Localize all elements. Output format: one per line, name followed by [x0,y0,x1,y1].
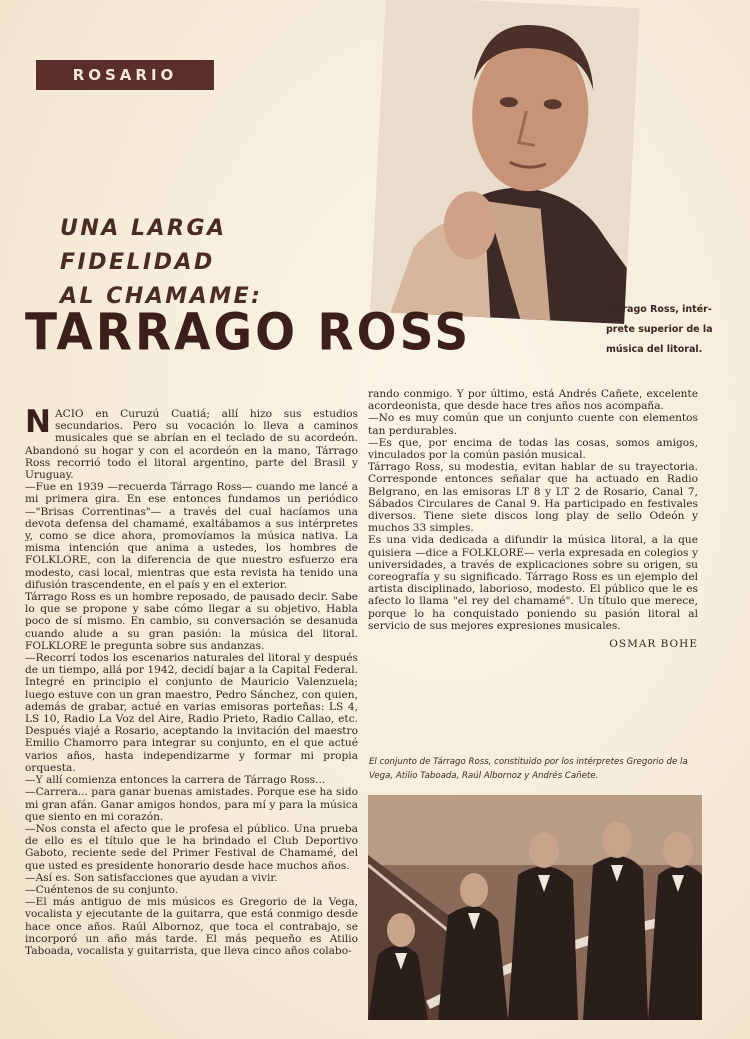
article-paragraph [25,404,358,482]
article-paragraph: Es una vida dedicada a difundir la música litoral, a la que quisiera —dice a FOLKLORE— verla expresada en colegios y universidades, a través de explicaciones sobre su origen, su coreografía y su significado. Tárrago Ross es un ejemplo del artista disciplinado, laborioso, modesto. El público que le es afecto lo llama "el rey del chamamé". Un título que merece, porque lo ha conquistado poniendo su pasión litoral al servicio de sus mejores expresiones musicales. [368,534,698,632]
portrait-caption-line: prete superior de la [606,324,713,335]
group-photo-illustration [368,795,702,1020]
article-paragraph: —El más antiguo de mis músicos es Gregorio de la Vega, vocalista y ejecutante de la guitarra, que está conmigo desde hace once años. Raúl Albornoz, que toca el contrabajo, se incorporó un año más tarde. El más pequeño es Atilio Taboada, vocalista y guitarrista, que lleva cinco años colabo- [25,896,358,957]
group-photo [368,795,702,1020]
article-paragraph: —Nos consta el afecto que le profesa el público. Una prueba de ello es el título que le ha brindado el Club Deportivo Gaboto, reciente sede del Primer Festival de Chamamé, del que usted es presidente honorario desde hace muchos años. [25,822,358,872]
article-paragraph: —Recorrí todos los escenarios naturales del litoral y después de un tiempo, allá por 1942, decidí bajar a la Capital Federal. Integré en principio el conjunto de Mauricio Valenzuela; luego estuve con un gran maestro, Pedro Sánchez, con quien, además de grabar, actué en varias emisoras porteñas: LS 4, LS 10, Radio La Voz del Aire, Radio Prieto, Radio Callao, etc. Después viajé a Rosario, aceptando la invitación del maestro Emilio Chamorro para integrar su conjunto, en el que actué varios años, hasta independizarme y formar mi propia orquesta. [25,652,358,774]
article-column-left [25,404,358,957]
portrait-photo [370,0,639,324]
article-paragraph: —Y allí comienza entonces la carrera de Tárrago Ross... [25,774,326,787]
section-label: ROSARIO [36,60,214,90]
article-paragraph: —Carrera... para ganar buenas amistades. Porque ese ha sido mi gran afán. Ganar amigos hondos, para mí y para la música que siento en mi corazón. [25,786,358,823]
article-paragraph: Tárrago Ross es un hombre reposado, de pausado decir. Sabe lo que se propone y sabe cómo llegar a su objetivo. Habla poco de sí mismo. En cambio, su conversación se desanuda cuando alude a su gran pasión: la música del litoral. FOLKLORE le pregunta sobre sus andanzas. [25,591,358,652]
portrait-caption-line: música del litoral. [606,344,703,355]
article-subtitle [60,212,390,314]
group-photo-caption: El conjunto de Tárrago Ross, constituido por los intérpretes Gregorio de la Vega, Atilio Taboada, Raúl Albornoz y Andrés Cañete. [369,757,688,781]
author-signature: OSMAR BOHE [609,638,698,651]
paragraph-text: ACIO en Curuzú Cuatiá; allí hizo sus estudios secundarios. Pero su vocación lo lleva a caminos musicales que se abrían en el teclado de su acordeón. Abandonó su hogar y con el acordeón en la mano, Tárrago Ross recorrió todo el litoral argentino, parte del Brasil y Uruguay. [25,408,358,482]
portrait-caption-line: Tarrago Ross, intér- [606,304,712,315]
subtitle-line-1: UNA LARGA FIDELIDAD [60,216,227,275]
drop-cap: N [25,404,51,440]
article-column-right [368,388,698,650]
article-paragraph: —Fue en 1939 —recuerda Tárrago Ross— cuando me lancé a mi primera gira. En ese entonces fundamos un periódico —"Brisas Correntinas"— a través del cual hacíamos una devota defensa del chamamé, exaltábamos a sus intérpretes y, como se dice ahora, promovíamos la música nativa. La misma intención que anima a ustedes, los hombres de FOLKLORE, con la diferencia de que nuestro esfuerzo era modesto, casi local, mientras que esta revista ha tenido una difusión trascendente, en el país y en el exterior. [25,481,358,591]
article-paragraph: —Es que, por encima de todas las cosas, somos amigos, vinculados por la común pasión musical. [368,436,698,462]
portrait-caption [606,300,724,360]
article-paragraph: Tárrago Ross, su modestia, evitan hablar de su trayectoria. Corresponde entonces señalar que ha actuado en Radio Belgrano, en las emisoras LT 8 y LT 2 de Rosario, Canal 7, Sábados Circulares de Canal 9. Ha participado en festivales diversos. Tiene siete discos long play de sello Odeón y muchos 33 simples. [368,461,698,535]
article-paragraph: rando conmigo. Y por último, está Andrés Cañete, excelente acordeonista, que desde hace tres años nos acompaña. [368,388,698,413]
article-title: TARRAGO ROSS [25,303,472,363]
article-paragraph: —Cuéntenos de su conjunto. [25,883,179,896]
subtitle-line-2: AL CHAMAME: [60,284,263,309]
portrait-illustration [370,0,639,324]
article-paragraph: —No es muy común que un conjunto cuente con elementos tan perdurables. [368,412,698,437]
article-paragraph: —Así es. Son satisfacciones que ayudan a vivir. [25,871,278,884]
